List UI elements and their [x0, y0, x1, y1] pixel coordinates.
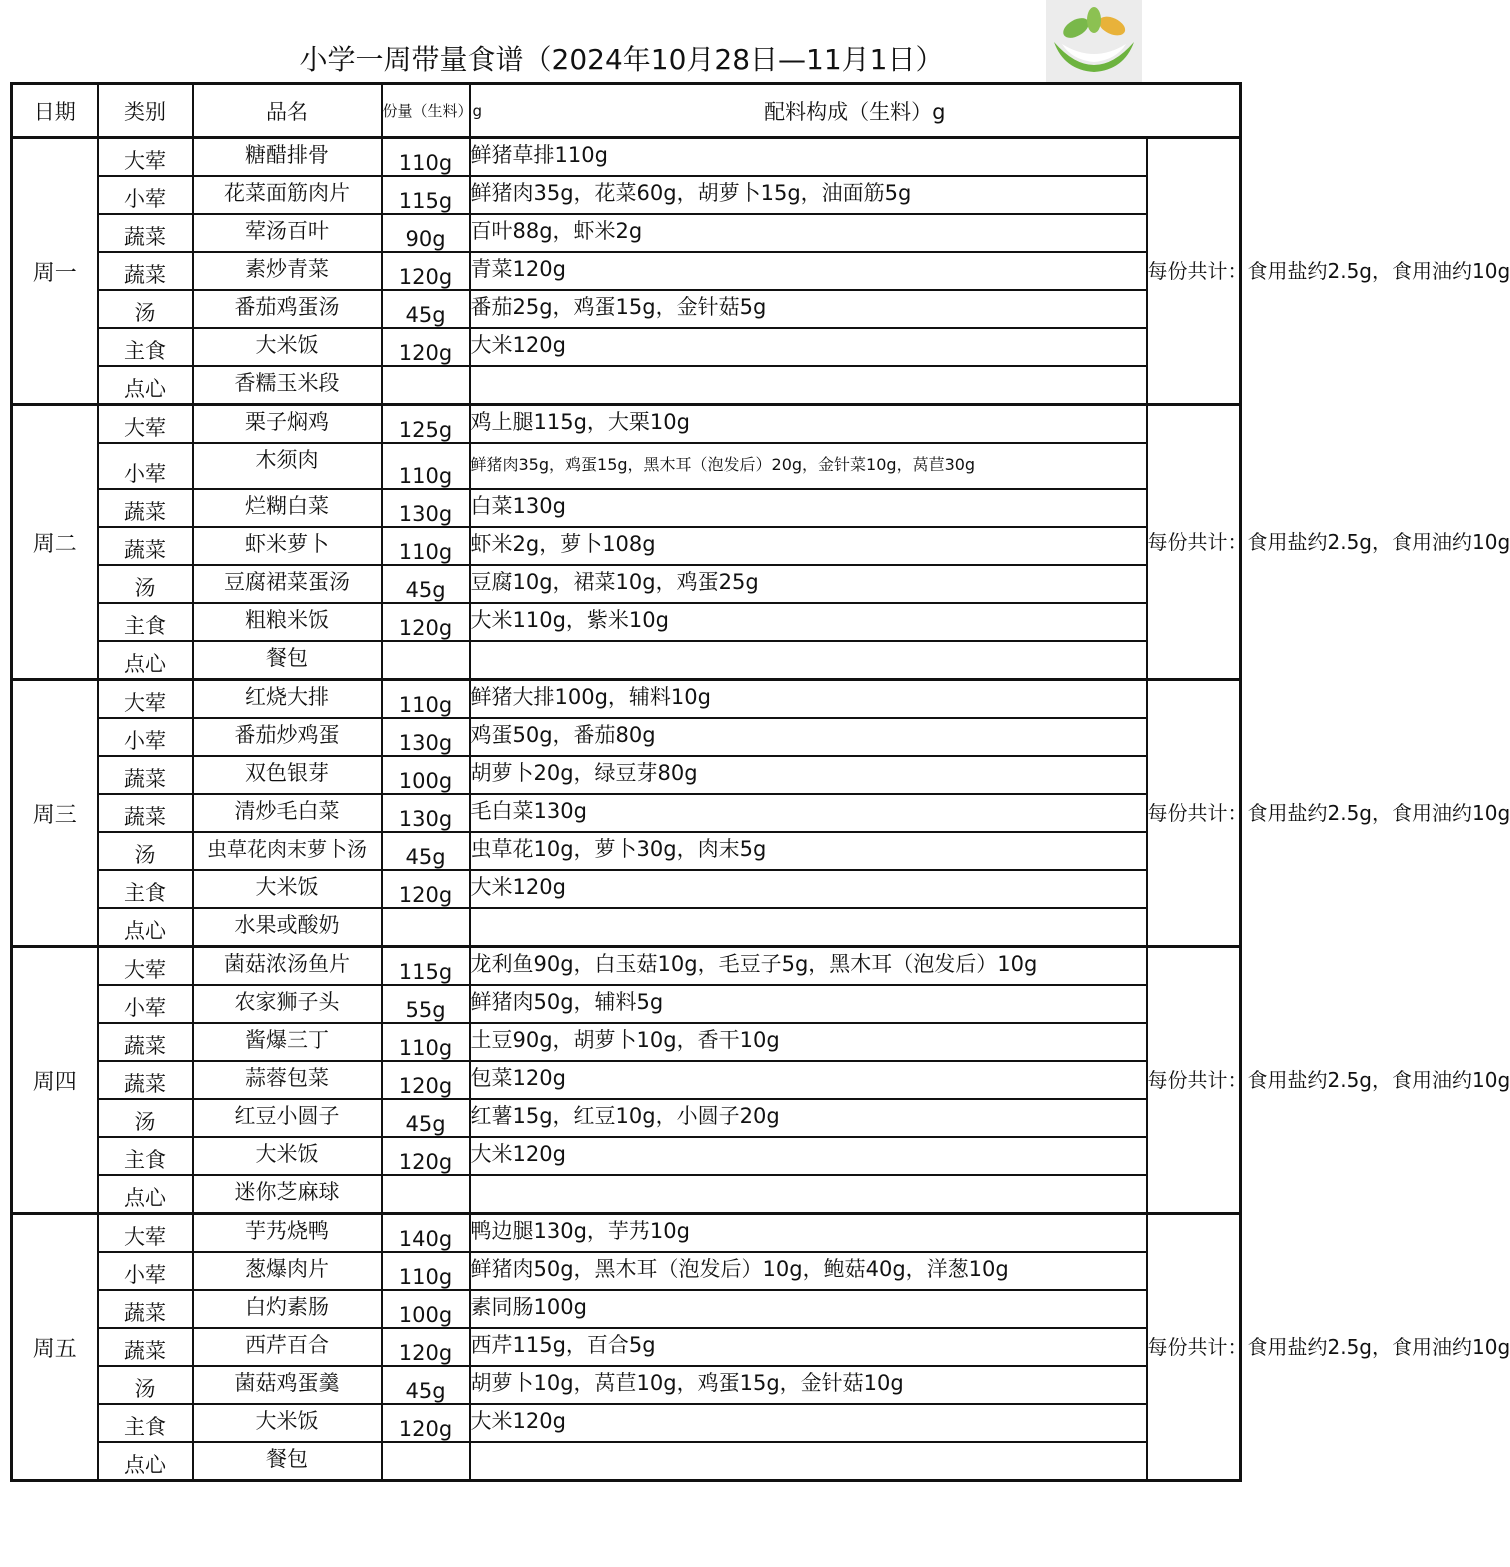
- header-category: 类别: [98, 84, 193, 138]
- table-row: [12, 908, 1241, 947]
- ingredients-cell: 胡萝卜20g，绿豆芽80g: [470, 756, 1147, 794]
- category-cell: 大荤: [98, 138, 193, 177]
- quantity-cell: 55g: [382, 985, 470, 1023]
- table-row: [12, 832, 1241, 870]
- category-cell: 点心: [98, 366, 193, 405]
- dish-name-cell: 清炒毛白菜: [193, 794, 382, 832]
- table-row: [12, 1214, 1241, 1253]
- quantity-cell: 45g: [382, 1366, 470, 1404]
- quantity-cell: 115g: [382, 947, 470, 986]
- category-cell: 蔬菜: [98, 1290, 193, 1328]
- table-row: [12, 947, 1241, 986]
- quantity-cell: 115g: [382, 176, 470, 214]
- quantity-cell: 110g: [382, 680, 470, 719]
- quantity-cell: [382, 1442, 470, 1481]
- day-group: [12, 405, 1510, 680]
- quantity-cell: 120g: [382, 1137, 470, 1175]
- dish-name-cell: 蒜蓉包菜: [193, 1061, 382, 1099]
- ingredients-cell: 包菜120g: [470, 1061, 1147, 1099]
- quantity-cell: 100g: [382, 756, 470, 794]
- day-group: [12, 138, 1510, 405]
- dish-name-cell: 番茄鸡蛋汤: [193, 290, 382, 328]
- category-cell: 蔬菜: [98, 252, 193, 290]
- ingredients-cell: 龙利鱼90g，白玉菇10g，毛豆子5g，黑木耳（泡发后）10g: [470, 947, 1147, 986]
- ingredients-cell: 大米120g: [470, 1404, 1147, 1442]
- menu-table: [10, 82, 1510, 1482]
- quantity-cell: 120g: [382, 1061, 470, 1099]
- table-row: [12, 1252, 1241, 1290]
- page-title: 小学一周带量食谱（2024年10月28日—11月1日）: [299, 43, 944, 76]
- table-row: [12, 443, 1241, 489]
- ingredients-cell: 豆腐10g，裙菜10g，鸡蛋25g: [470, 565, 1147, 603]
- quantity-cell: 120g: [382, 252, 470, 290]
- table-row: [12, 1023, 1241, 1061]
- header-name: 品名: [193, 84, 382, 138]
- category-cell: 蔬菜: [98, 214, 193, 252]
- table-row: [12, 1442, 1241, 1481]
- quantity-cell: 110g: [382, 1252, 470, 1290]
- dish-name-cell: 红豆小圆子: [193, 1099, 382, 1137]
- category-cell: 点心: [98, 641, 193, 680]
- dish-name-cell: 荤汤百叶: [193, 214, 382, 252]
- category-cell: 大荤: [98, 947, 193, 986]
- day-label: 周三: [12, 680, 98, 947]
- category-cell: 主食: [98, 1404, 193, 1442]
- quantity-cell: 125g: [382, 405, 470, 444]
- table-row: [12, 290, 1241, 328]
- dish-name-cell: 白灼素肠: [193, 1290, 382, 1328]
- day-label: 周一: [12, 138, 98, 405]
- quantity-cell: 120g: [382, 870, 470, 908]
- category-cell: 小荤: [98, 176, 193, 214]
- dish-name-cell: 葱爆肉片: [193, 1252, 382, 1290]
- category-cell: 汤: [98, 290, 193, 328]
- category-cell: 蔬菜: [98, 756, 193, 794]
- ingredients-cell: 青菜120g: [470, 252, 1147, 290]
- category-cell: 蔬菜: [98, 1061, 193, 1099]
- quantity-cell: 45g: [382, 565, 470, 603]
- dish-name-cell: 香糯玉米段: [193, 366, 382, 405]
- quantity-cell: 45g: [382, 290, 470, 328]
- category-cell: 汤: [98, 565, 193, 603]
- table-row: [12, 489, 1241, 527]
- dish-name-cell: 大米饭: [193, 328, 382, 366]
- category-cell: 蔬菜: [98, 489, 193, 527]
- dish-name-cell: 双色银芽: [193, 756, 382, 794]
- ingredients-cell: 虫草花10g，萝卜30g，肉末5g: [470, 832, 1147, 870]
- ingredients-cell: 毛白菜130g: [470, 794, 1147, 832]
- quantity-cell: 45g: [382, 1099, 470, 1137]
- category-cell: 点心: [98, 1175, 193, 1214]
- ingredients-cell: 虾米2g，萝卜108g: [470, 527, 1147, 565]
- quantity-cell: 130g: [382, 794, 470, 832]
- dish-name-cell: 芋艿烧鸭: [193, 1214, 382, 1253]
- ingredients-cell: 鲜猪肉35g，鸡蛋15g，黑木耳（泡发后）20g，金针菜10g，莴苣30g: [470, 443, 1147, 489]
- category-cell: 主食: [98, 1137, 193, 1175]
- quantity-cell: [382, 1175, 470, 1214]
- ingredients-cell: 鲜猪肉50g，辅料5g: [470, 985, 1147, 1023]
- table-row: [12, 328, 1241, 366]
- daily-note: 每份共计：食用盐约2.5g，食用油约10g: [1147, 947, 1241, 1214]
- quantity-cell: 110g: [382, 443, 470, 489]
- dish-name-cell: 西芹百合: [193, 1328, 382, 1366]
- category-cell: 蔬菜: [98, 1328, 193, 1366]
- quantity-cell: 90g: [382, 214, 470, 252]
- dish-name-cell: 粗粮米饭: [193, 603, 382, 641]
- table-row: [12, 176, 1241, 214]
- table-row: [12, 1099, 1241, 1137]
- category-cell: 小荤: [98, 1252, 193, 1290]
- ingredients-cell: [470, 1175, 1147, 1214]
- dish-name-cell: 烂糊白菜: [193, 489, 382, 527]
- dish-name-cell: 餐包: [193, 1442, 382, 1481]
- quantity-cell: 45g: [382, 832, 470, 870]
- quantity-cell: 120g: [382, 1328, 470, 1366]
- quantity-cell: 140g: [382, 1214, 470, 1253]
- dish-name-cell: 虫草花肉末萝卜汤: [193, 832, 382, 870]
- dish-name-cell: 番茄炒鸡蛋: [193, 718, 382, 756]
- dish-name-cell: 花菜面筋肉片: [193, 176, 382, 214]
- dish-name-cell: 迷你芝麻球: [193, 1175, 382, 1214]
- table-row: [12, 1404, 1241, 1442]
- category-cell: 小荤: [98, 718, 193, 756]
- category-cell: 大荤: [98, 405, 193, 444]
- daily-note: 每份共计：食用盐约2.5g，食用油约10g: [1147, 138, 1241, 405]
- table-row: [12, 794, 1241, 832]
- ingredients-cell: [470, 908, 1147, 947]
- header-ingredients: 配料构成（生料）g: [470, 84, 1241, 138]
- dish-name-cell: 大米饭: [193, 1137, 382, 1175]
- quantity-cell: [382, 908, 470, 947]
- category-cell: 点心: [98, 908, 193, 947]
- table-row: [12, 527, 1241, 565]
- dish-name-cell: 农家狮子头: [193, 985, 382, 1023]
- dish-name-cell: 餐包: [193, 641, 382, 680]
- ingredients-cell: [470, 641, 1147, 680]
- ingredients-cell: 鸡上腿115g，大栗10g: [470, 405, 1147, 444]
- ingredients-cell: 鲜猪肉50g，黑木耳（泡发后）10g，鲍菇40g，洋葱10g: [470, 1252, 1147, 1290]
- day-label: 周五: [12, 1214, 98, 1481]
- header-qty: 份量（生料）g: [382, 84, 470, 138]
- dish-name-cell: 木须肉: [193, 443, 382, 489]
- ingredients-cell: 土豆90g，胡萝卜10g，香干10g: [470, 1023, 1147, 1061]
- ingredients-cell: 红薯15g，红豆10g，小圆子20g: [470, 1099, 1147, 1137]
- quantity-cell: 120g: [382, 1404, 470, 1442]
- table-row: [12, 680, 1241, 719]
- quantity-cell: 110g: [382, 138, 470, 177]
- day-group: [12, 947, 1510, 1214]
- table-row: [12, 1290, 1241, 1328]
- table-row: [12, 1137, 1241, 1175]
- category-cell: 蔬菜: [98, 527, 193, 565]
- dish-name-cell: 虾米萝卜: [193, 527, 382, 565]
- table-row: [12, 1366, 1241, 1404]
- dish-name-cell: 素炒青菜: [193, 252, 382, 290]
- table-row: [12, 405, 1241, 444]
- quantity-cell: 120g: [382, 328, 470, 366]
- ingredients-cell: 胡萝卜10g，莴苣10g，鸡蛋15g，金针菇10g: [470, 1366, 1147, 1404]
- ingredients-cell: [470, 1442, 1147, 1481]
- ingredients-cell: 西芹115g，百合5g: [470, 1328, 1147, 1366]
- dish-name-cell: 菌菇鸡蛋羹: [193, 1366, 382, 1404]
- quantity-cell: 100g: [382, 1290, 470, 1328]
- category-cell: 大荤: [98, 1214, 193, 1253]
- dish-name-cell: 糖醋排骨: [193, 138, 382, 177]
- dish-name-cell: 大米饭: [193, 1404, 382, 1442]
- day-group: [12, 1214, 1510, 1481]
- ingredients-cell: 白菜130g: [470, 489, 1147, 527]
- dish-name-cell: 红烧大排: [193, 680, 382, 719]
- category-cell: 蔬菜: [98, 1023, 193, 1061]
- quantity-cell: 130g: [382, 489, 470, 527]
- day-label: 周二: [12, 405, 98, 680]
- quantity-cell: 110g: [382, 1023, 470, 1061]
- ingredients-cell: 大米120g: [470, 328, 1147, 366]
- quantity-cell: [382, 366, 470, 405]
- table-row: [12, 214, 1241, 252]
- category-cell: 主食: [98, 603, 193, 641]
- table-row: [12, 718, 1241, 756]
- ingredients-cell: 鲜猪肉35g，花菜60g，胡萝卜15g，油面筋5g: [470, 176, 1147, 214]
- ingredients-cell: 鲜猪大排100g，辅料10g: [470, 680, 1147, 719]
- table-row: [12, 1061, 1241, 1099]
- category-cell: 小荤: [98, 985, 193, 1023]
- day-label: 周四: [12, 947, 98, 1214]
- daily-note: 每份共计：食用盐约2.5g，食用油约10g: [1147, 680, 1241, 947]
- quantity-cell: 120g: [382, 603, 470, 641]
- ingredients-cell: 大米120g: [470, 1137, 1147, 1175]
- ingredients-cell: 鸭边腿130g，芋艿10g: [470, 1214, 1147, 1253]
- category-cell: 汤: [98, 832, 193, 870]
- category-cell: 大荤: [98, 680, 193, 719]
- day-group: [12, 680, 1510, 947]
- dish-name-cell: 大米饭: [193, 870, 382, 908]
- logo: [1046, 0, 1142, 82]
- table-row: [12, 641, 1241, 680]
- ingredients-cell: 鲜猪草排110g: [470, 138, 1147, 177]
- category-cell: 小荤: [98, 443, 193, 489]
- dish-name-cell: 菌菇浓汤鱼片: [193, 947, 382, 986]
- table-row: [12, 565, 1241, 603]
- table-row: [12, 870, 1241, 908]
- dish-name-cell: 豆腐裙菜蛋汤: [193, 565, 382, 603]
- ingredients-cell: [470, 366, 1147, 405]
- quantity-cell: [382, 641, 470, 680]
- ingredients-cell: 素同肠100g: [470, 1290, 1147, 1328]
- dish-name-cell: 栗子焖鸡: [193, 405, 382, 444]
- table-row: [12, 1175, 1241, 1214]
- ingredients-cell: 百叶88g，虾米2g: [470, 214, 1147, 252]
- category-cell: 主食: [98, 870, 193, 908]
- daily-note: 每份共计：食用盐约2.5g，食用油约10g: [1147, 405, 1241, 680]
- category-cell: 主食: [98, 328, 193, 366]
- table-row: [12, 985, 1241, 1023]
- quantity-cell: 110g: [382, 527, 470, 565]
- ingredients-cell: 大米110g，紫米10g: [470, 603, 1147, 641]
- header-row: [12, 84, 1241, 138]
- table-row: [12, 138, 1241, 177]
- table-row: [12, 756, 1241, 794]
- quantity-cell: 130g: [382, 718, 470, 756]
- ingredients-cell: 大米120g: [470, 870, 1147, 908]
- header-date: 日期: [12, 84, 98, 138]
- category-cell: 汤: [98, 1099, 193, 1137]
- bowl-leaf-icon: [1046, 0, 1142, 82]
- daily-note: 每份共计：食用盐约2.5g，食用油约10g: [1147, 1214, 1241, 1481]
- category-cell: 汤: [98, 1366, 193, 1404]
- category-cell: 蔬菜: [98, 794, 193, 832]
- table-row: [12, 1328, 1241, 1366]
- dish-name-cell: 酱爆三丁: [193, 1023, 382, 1061]
- table-row: [12, 252, 1241, 290]
- category-cell: 点心: [98, 1442, 193, 1481]
- table-row: [12, 366, 1241, 405]
- ingredients-cell: 番茄25g，鸡蛋15g，金针菇5g: [470, 290, 1147, 328]
- table-row: [12, 603, 1241, 641]
- dish-name-cell: 水果或酸奶: [193, 908, 382, 947]
- ingredients-cell: 鸡蛋50g，番茄80g: [470, 718, 1147, 756]
